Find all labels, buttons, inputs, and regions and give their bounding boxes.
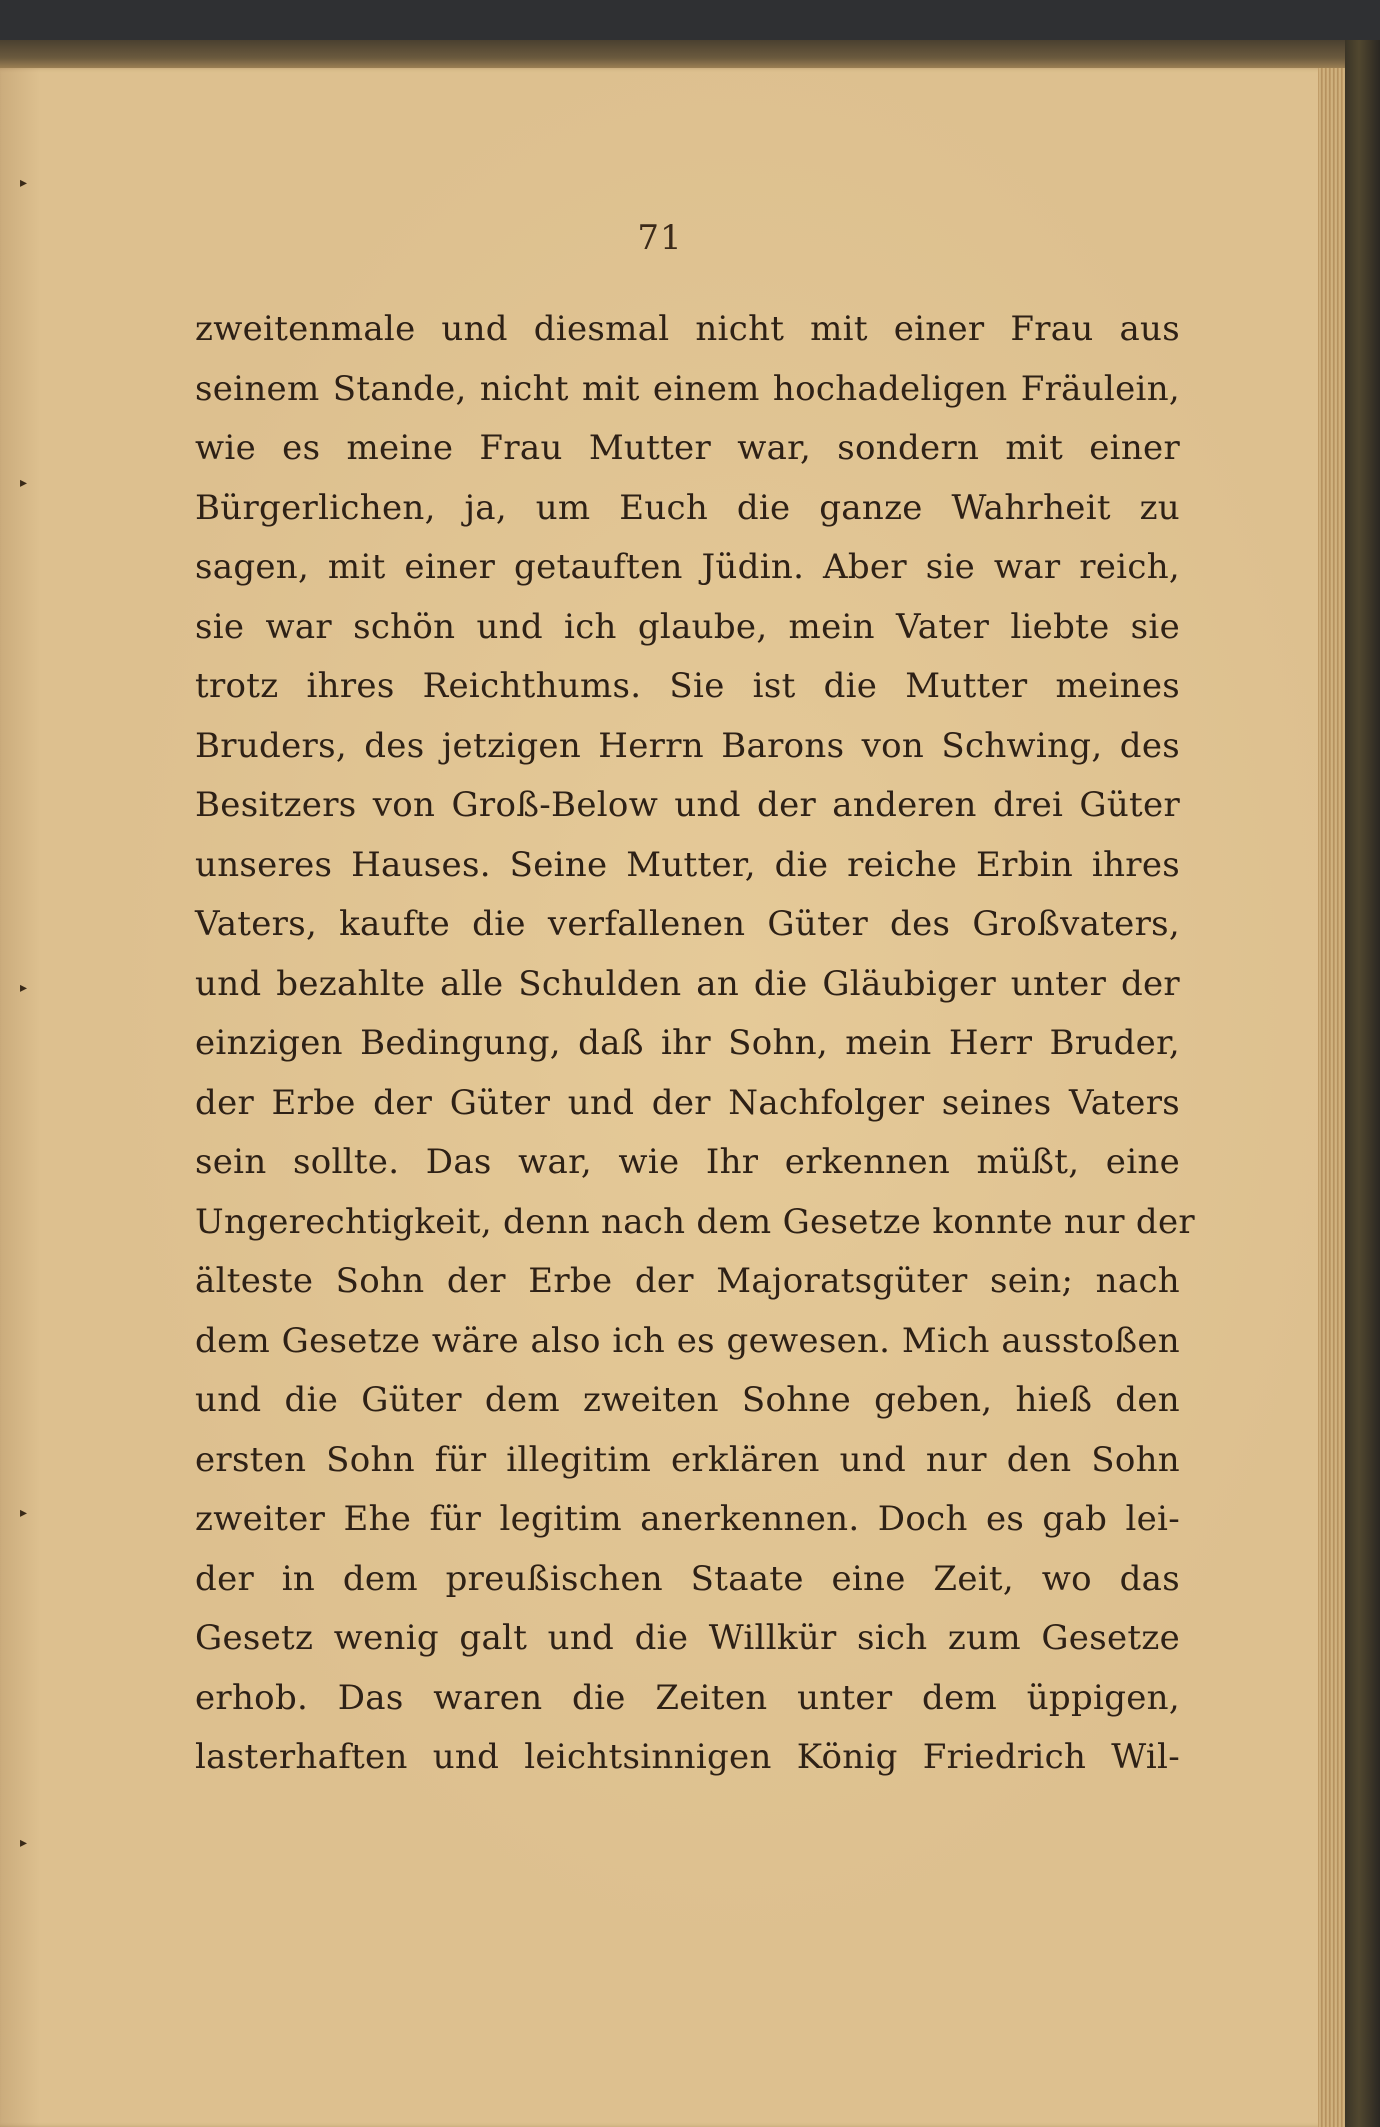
text-line: seinem Stande, nicht mit einem hochadeligen Fräulein,	[195, 368, 1180, 409]
binding-mark: ▸	[20, 175, 28, 191]
text-line: sein sollte. Das war, wie Ihr erkennen müßt, eine	[195, 1142, 1180, 1182]
body-text	[195, 300, 1195, 1788]
text-line: Gesetz wenig galt und die Willkür sich zum Gesetze	[195, 1618, 1180, 1658]
text-line: sagen, mit einer getauften Jüdin. Aber sie war reich,	[195, 547, 1180, 587]
text-line: der Erbe der Güter und der Nachfolger seines Vaters	[195, 1082, 1180, 1123]
text-line: wie es meine Frau Mutter war, sondern mit einer	[195, 428, 1180, 468]
top-edge-shadow	[0, 40, 1345, 70]
binding-mark: ▸	[20, 1505, 28, 1521]
text-line: trotz ihres Reichthums. Sie ist die Mutter meines	[195, 666, 1180, 706]
text-line: Besitzers von Groß-Below und der anderen drei Güter	[195, 785, 1180, 825]
text-line: und die Güter dem zweiten Sohne geben, hieß den	[195, 1380, 1180, 1420]
text-line: Bruders, des jetzigen Herrn Barons von Schwing, des	[195, 725, 1180, 766]
text-line: sie war schön und ich glaube, mein Vater liebte sie	[195, 606, 1180, 647]
text-line: lasterhaften und leichtsinnigen König Friedrich Wil-	[195, 1737, 1180, 1777]
text-line: unseres Hauses. Seine Mutter, die reiche Erbin ihres	[195, 844, 1180, 885]
text-line: Bürgerlichen, ja, um Euch die ganze Wahrheit zu	[195, 487, 1180, 528]
text-line: erhob. Das waren die Zeiten unter dem üppigen,	[195, 1677, 1180, 1718]
text-line: der in dem preußischen Staate eine Zeit, wo das	[195, 1558, 1180, 1599]
binding-mark: ▸	[20, 1835, 28, 1851]
book-cover-edge	[1345, 40, 1380, 2127]
text-line: und bezahlte alle Schulden an die Gläubiger unter der	[195, 963, 1180, 1004]
text-line: dem Gesetze wäre also ich es gewesen. Mich ausstoßen	[195, 1320, 1180, 1361]
text-line: Ungerechtigkeit, denn nach dem Gesetze konnte nur der	[195, 1201, 1195, 1242]
text-line: einzigen Bedingung, daß ihr Sohn, mein Herr Bruder,	[195, 1023, 1180, 1063]
binding-mark: ▸	[20, 475, 28, 491]
text-line: zweitenmale und diesmal nicht mit einer Frau aus	[195, 309, 1180, 349]
page-block-edges	[1318, 68, 1348, 2127]
text-line: älteste Sohn der Erbe der Majoratsgüter sein; nach	[195, 1261, 1180, 1301]
text-line: zweiter Ehe für legitim anerkennen. Doch es gab lei-	[195, 1499, 1180, 1539]
page-number: 71	[637, 218, 683, 258]
text-line: Vaters, kaufte die verfallenen Güter des Großvaters,	[195, 904, 1180, 944]
binding-mark: ▸	[20, 980, 28, 996]
text-line: ersten Sohn für illegitim erklären und nur den Sohn	[195, 1439, 1180, 1480]
